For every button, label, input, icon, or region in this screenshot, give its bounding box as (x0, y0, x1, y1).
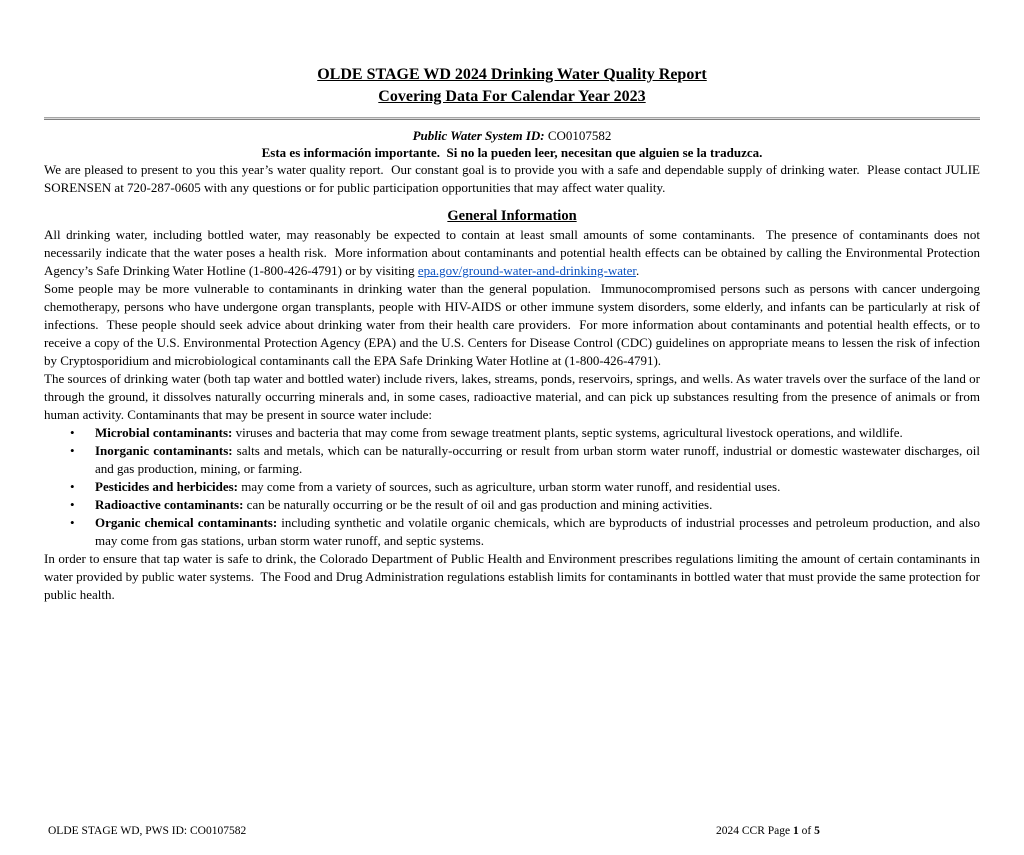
bullet-label: Microbial contaminants: (95, 425, 233, 440)
general-information-heading-text: General Information (447, 208, 577, 224)
footer-total-pages: 5 (814, 825, 820, 837)
list-item-radioactive (95, 496, 980, 514)
general-information-heading (44, 207, 980, 226)
contaminant-list (44, 424, 984, 550)
bullet-text: viruses and bacteria that may come from sewage treatment plants, septic systems, agricultural livestock operations, and wildlife. (232, 425, 903, 440)
document-title (44, 64, 980, 108)
horizontal-rule (44, 117, 980, 120)
general-info-paragraph-1-period: . (635, 263, 640, 278)
title-line-1 (44, 64, 980, 86)
bullet-text: may come from a variety of sources, such as agriculture, urban storm water runoff, and residential uses. (238, 479, 781, 494)
closing-paragraph: In order to ensure that tap water is safe to drink, the Colorado Department of Public Health and Environment prescribes regulations limiting the amount of certain contaminants in water provided by public water systems. The Food and Drug Administration regulations establish limits for contaminants in bottled water that must provide the same protection for public health. (44, 551, 984, 602)
title-line-2-text: Covering Data For Calendar Year 2023 (378, 88, 646, 105)
general-info-paragraph-3: The sources of drinking water (both tap water and bottled water) include rivers, lakes, streams, ponds, reservoirs, springs, and wells. As water travels over the surface of the land or through the ground, it dissolves naturally occurring minerals and, in some cases, radioactive material, and can pick up substances resulting from the presence of animals or from human activity. Contaminants that may be present in source water include: (44, 371, 984, 422)
bullet-text: salts and metals, which can be naturally-occurring or result from urban storm water runoff, industrial or domestic wastewater discharges, oil and gas production, mining, or farming. (95, 443, 984, 476)
pws-id-line (44, 127, 980, 144)
general-info-paragraph-2: Some people may be more vulnerable to contaminants in drinking water than the general population. Immunocompromised persons such as persons with cancer undergoing chemotherapy, persons who have undergone organ transplants, people with HIV-AIDS or other immune system disorders, some elderly, and infants can be particularly at risk of infections. These people should seek advice about drinking water from their health care providers. For more information about contaminants and potential health effects, or to receive a copy of the U.S. Environmental Protection Agency (EPA) and the U.S. Centers for Disease Control (CDC) guidelines on appropriate means to lessen the risk of infection by Cryptosporidium and microbiological contaminants call the EPA Safe Drinking Water Hotline at (1-800-426-4791). (44, 281, 984, 368)
footer-page-prefix: 2024 CCR Page (716, 825, 793, 837)
footer-of-text: of (798, 825, 815, 837)
title-line-2 (44, 86, 980, 108)
list-item-inorganic (95, 442, 984, 478)
list-item-pesticides (95, 478, 980, 496)
bullet-text: can be naturally occurring or be the result of oil and gas production and mining activities. (243, 497, 713, 512)
list-item-organic-chemical (95, 514, 984, 550)
pws-id-label: Public Water System ID: (412, 128, 548, 143)
title-line-1-text: OLDE STAGE WD 2024 Drinking Water Quality Report (317, 66, 707, 83)
pws-id-value: CO0107582 (547, 128, 612, 143)
bullet-label: Radioactive contaminants: (95, 497, 244, 512)
bullet-label: Organic chemical contaminants: (95, 515, 278, 530)
intro-paragraph: We are pleased to present to you this year’s water quality report. Our constant goal is to provide you with a safe and dependable supply of drinking water. Please contact JULIE SORENSEN at 720-287-0605 with any questions or for public participation opportunities that may affect water quality. (44, 162, 984, 195)
list-item-microbial (95, 424, 980, 442)
general-info-paragraph-1 (44, 226, 984, 280)
footer-page-info (716, 824, 820, 839)
bullet-label: Inorganic contaminants: (95, 443, 233, 458)
document-page (0, 64, 1024, 855)
footer-page-number: 1 (793, 825, 799, 837)
spanish-notice: Esta es información importante. Si no la pueden leer, necesitan que alguien se la traduzca. (261, 145, 763, 160)
epa-drinking-water-link[interactable]: epa.gov/ground-water-and-drinking-water (417, 263, 636, 278)
footer-pws-id: OLDE STAGE WD, PWS ID: CO0107582 (48, 825, 247, 837)
bullet-text: including synthetic and volatile organic chemicals, which are byproducts of industrial processes and petroleum production, and also may come from gas stations, urban storm water runoff, and septic systems. (95, 515, 984, 548)
bullet-label: Pesticides and herbicides: (95, 479, 238, 494)
general-info-paragraph-1-text: All drinking water, including bottled water, may reasonably be expected to contain at least small amounts of some contaminants. The presence of contaminants does not necessarily indicate that the water poses a health risk. More information about contaminants and potential health effects can be obtained by calling the Environmental Protection Agency’s Safe Drinking Water Hotline (1-800-426-4791) or by visiting (44, 227, 984, 278)
